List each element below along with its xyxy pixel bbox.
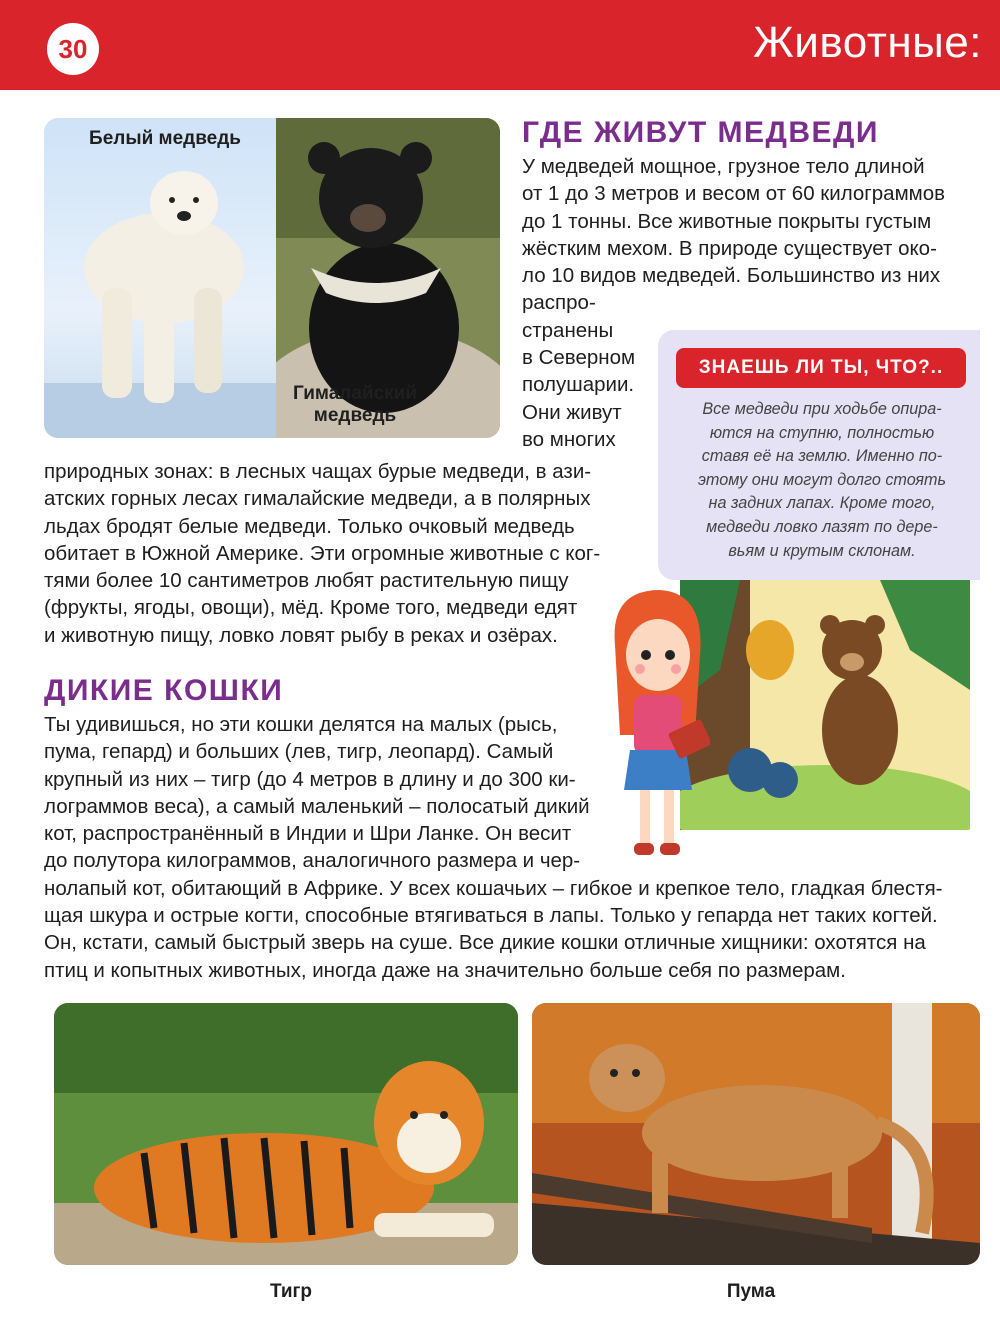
- cats-heading: ДИКИЕ КОШКИ: [44, 674, 284, 707]
- text-line: ются на ступню, полностью: [709, 423, 935, 442]
- bears-heading: ГДЕ ЖИВУТ МЕДВЕДИ: [522, 116, 879, 149]
- text-line: жёстким мехом. В природе существует око-: [522, 236, 937, 260]
- text-line: Они живут: [522, 400, 622, 424]
- text-line: до полутора килограммов, аналогичного размера и чер-: [44, 849, 581, 873]
- text-line: во многих: [522, 427, 616, 451]
- himalayan-caption-line1: Гималайский: [292, 383, 418, 404]
- text-line: этому они могут долго стоять: [697, 470, 947, 489]
- text-line: тями более 10 сантиметров любят растительную пищу: [44, 569, 569, 593]
- text-line: ло 10 видов медведей. Большинство из них: [522, 264, 941, 288]
- text-line: медведи ловко лазят по дере-: [706, 517, 938, 536]
- text-line: У медведей мощное, грузное тело длиной: [522, 155, 925, 178]
- text-line: в Северном: [522, 346, 636, 370]
- text-line: Он, кстати, самый быстрый зверь на суше. Все дикие кошки отличные хищники: охотятся на: [44, 931, 926, 955]
- text-line: льдах бродят белые медведи. Только очковый медведь: [44, 514, 575, 538]
- text-line: птиц и копытных животных, иногда даже на значительно больше себя по размерам.: [44, 958, 846, 982]
- section-title: Животные:: [753, 18, 982, 67]
- text-line: Ты удивишься, но эти кошки делятся на малых (рысь,: [44, 713, 558, 736]
- text-line: от 1 до 3 метров и весом от 60 килограммов: [522, 182, 946, 206]
- text-line: распро-: [522, 291, 596, 315]
- polar-bear-caption: Белый медведь: [89, 128, 241, 149]
- page-number: 30: [47, 23, 99, 75]
- text-line: кот, распространённый в Индии и Шри Ланке. Он весит: [44, 822, 572, 846]
- did-you-know-title: ЗНАЕШЬ ЛИ ТЫ, ЧТО?..: [676, 348, 966, 388]
- tiger-photo: [54, 1003, 518, 1265]
- himalayan-caption-line2: медведь: [313, 405, 397, 426]
- bears-paragraph-bottom: [44, 458, 600, 649]
- puma-photo: [532, 1003, 980, 1265]
- text-line: нолапый кот, обитающий в Африке. У всех кошачьих – гибкое и крепкое тело, гладкая блестя-: [44, 876, 943, 900]
- text-line: Все медведи при ходьбе опира-: [702, 400, 942, 418]
- text-line: до 1 тонны. Все животные покрыты густым: [522, 209, 932, 233]
- text-line: обитает в Южной Америке. Эти огромные животные с ког-: [44, 541, 601, 565]
- text-line: крупный из них – тигр (до 4 метров в длину и до 300 ки-: [44, 767, 576, 791]
- text-line: и животную пищу, ловко ловят рыбу в реках и озёрах.: [44, 623, 558, 647]
- text-line: вьям и крутым склонам.: [728, 541, 916, 560]
- polar-bear-photo: [44, 118, 276, 438]
- text-line: (фрукты, ягоды, овощи), мёд. Кроме того, медведи едят: [44, 596, 578, 620]
- cats-paragraph: [44, 711, 943, 984]
- text-line: на задних лапах. Кроме того,: [708, 494, 936, 513]
- himalayan-bear-caption: [280, 383, 430, 427]
- text-line: ставя её на землю. Именно по-: [701, 447, 943, 466]
- puma-caption: Пума: [726, 1281, 776, 1302]
- text-line: пума, гепард) и больших (лев, тигр, леопард). Самый: [44, 740, 554, 764]
- text-line: природных зонах: в лесных чащах бурые медведи, в ази-: [44, 460, 592, 483]
- text-line: полушарии.: [522, 373, 635, 397]
- text-line: щая шкура и острые когти, способные втягиваться в лапы. Только у гепарда нет таких когтей.: [44, 904, 938, 928]
- tiger-caption: Тигр: [269, 1281, 313, 1302]
- text-line: странены: [522, 318, 614, 342]
- did-you-know-text: [676, 398, 968, 563]
- text-line: лограммов веса), а самый маленький – полосатый дикий: [44, 794, 590, 818]
- text-line: атских горных лесах гималайские медведи, а в полярных: [44, 487, 591, 511]
